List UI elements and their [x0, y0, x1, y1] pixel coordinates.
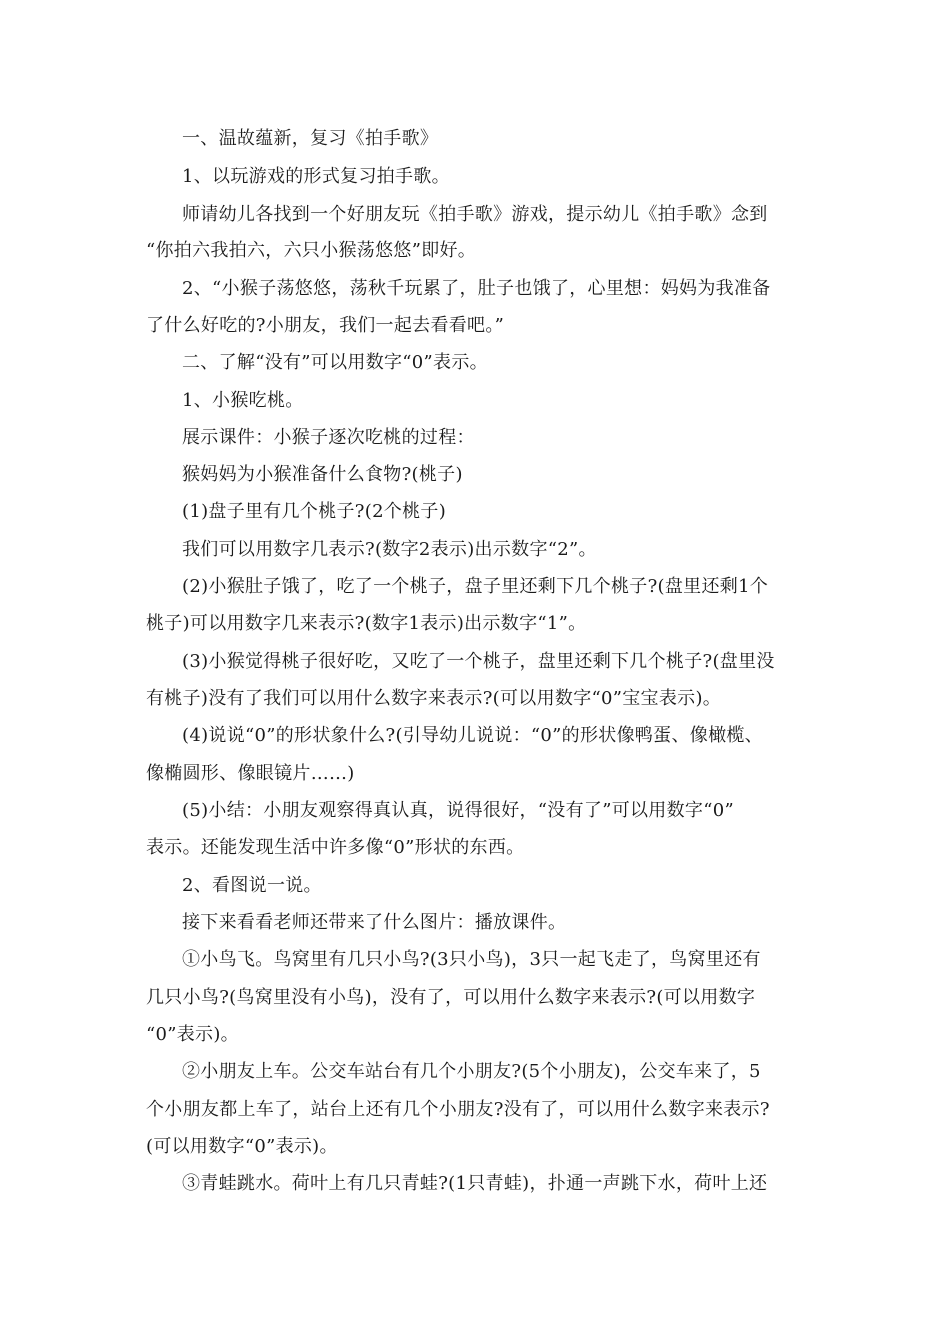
- paragraph-line: 有桃子)没有了我们可以用什么数字来表示?(可以用数字“0”宝宝表示)。: [146, 688, 722, 709]
- paragraph-line: 桃子)可以用数字几来表示?(数字1表示)出示数字“1”。: [146, 613, 587, 634]
- section-heading-zero: 二、了解“没有”可以用数字“0”表示。: [182, 352, 488, 373]
- paragraph-line: 猴妈妈为小猴准备什么食物?(桃子): [182, 464, 463, 485]
- paragraph-line: ①小鸟飞。鸟窝里有几只小鸟?(3只小鸟)，3只一起飞走了，鸟窝里还有: [182, 949, 761, 970]
- paragraph-line: (2)小猴肚子饿了，吃了一个桃子，盘子里还剩下几个桃子?(盘里还剩1个: [182, 576, 769, 597]
- paragraph-line: (3)小猴觉得桃子很好吃，又吃了一个桃子，盘里还剩下几个桃子?(盘里没: [182, 651, 775, 672]
- paragraph-line: “0”表示)。: [146, 1024, 239, 1045]
- section-heading-review: 一、温故蕴新，复习《拍手歌》: [182, 128, 439, 149]
- paragraph-line: 表示。还能发现生活中许多像“0”形状的东西。: [146, 837, 525, 858]
- paragraph-line: (可以用数字“0”表示)。: [146, 1136, 338, 1157]
- paragraph-line: “你拍六我拍六，六只小猴荡悠悠”即好。: [146, 240, 477, 261]
- paragraph-line: 像椭圆形、像眼镜片……): [146, 763, 355, 784]
- paragraph-line: 2、看图说一说。: [182, 875, 322, 896]
- paragraph-line: 师请幼儿各找到一个好朋友玩《拍手歌》游戏，提示幼儿《拍手歌》念到: [182, 204, 768, 225]
- paragraph-line: 我们可以用数字几表示?(数字2表示)出示数字“2”。: [182, 539, 597, 560]
- paragraph-line: ③青蛙跳水。荷叶上有几只青蛙?(1只青蛙)，扑通一声跳下水，荷叶上还: [182, 1173, 768, 1194]
- paragraph-line: 1、小猴吃桃。: [182, 390, 304, 411]
- paragraph-line: 2、“小猴子荡悠悠，荡秋千玩累了，肚子也饿了，心里想：妈妈为我准备: [182, 278, 771, 299]
- paragraph-line: 接下来看看老师还带来了什么图片：播放课件。: [182, 912, 567, 933]
- paragraph-line: (4)说说“0”的形状象什么?(引导幼儿说说：“0”的形状像鸭蛋、像橄榄、: [182, 725, 763, 746]
- paragraph-line: ②小朋友上车。公交车站台有几个小朋友?(5个小朋友)，公交车来了，5: [182, 1061, 761, 1082]
- paragraph-line: 个小朋友都上车了，站台上还有几个小朋友?没有了，可以用什么数字来表示?: [146, 1099, 770, 1120]
- paragraph-line: 几只小鸟?(鸟窝里没有小鸟)，没有了，可以用什么数字来表示?(可以用数字: [146, 987, 756, 1008]
- paragraph-line: 1、以玩游戏的形式复习拍手歌。: [182, 166, 450, 187]
- paragraph-line: 了什么好吃的?小朋友，我们一起去看看吧。”: [146, 315, 505, 336]
- paragraph-line: (5)小结：小朋友观察得真认真，说得很好，“没有了”可以用数字“0”: [182, 800, 734, 821]
- paragraph-line: (1)盘子里有几个桃子?(2个桃子): [182, 501, 447, 522]
- paragraph-line: 展示课件：小猴子逐次吃桃的过程：: [182, 427, 475, 448]
